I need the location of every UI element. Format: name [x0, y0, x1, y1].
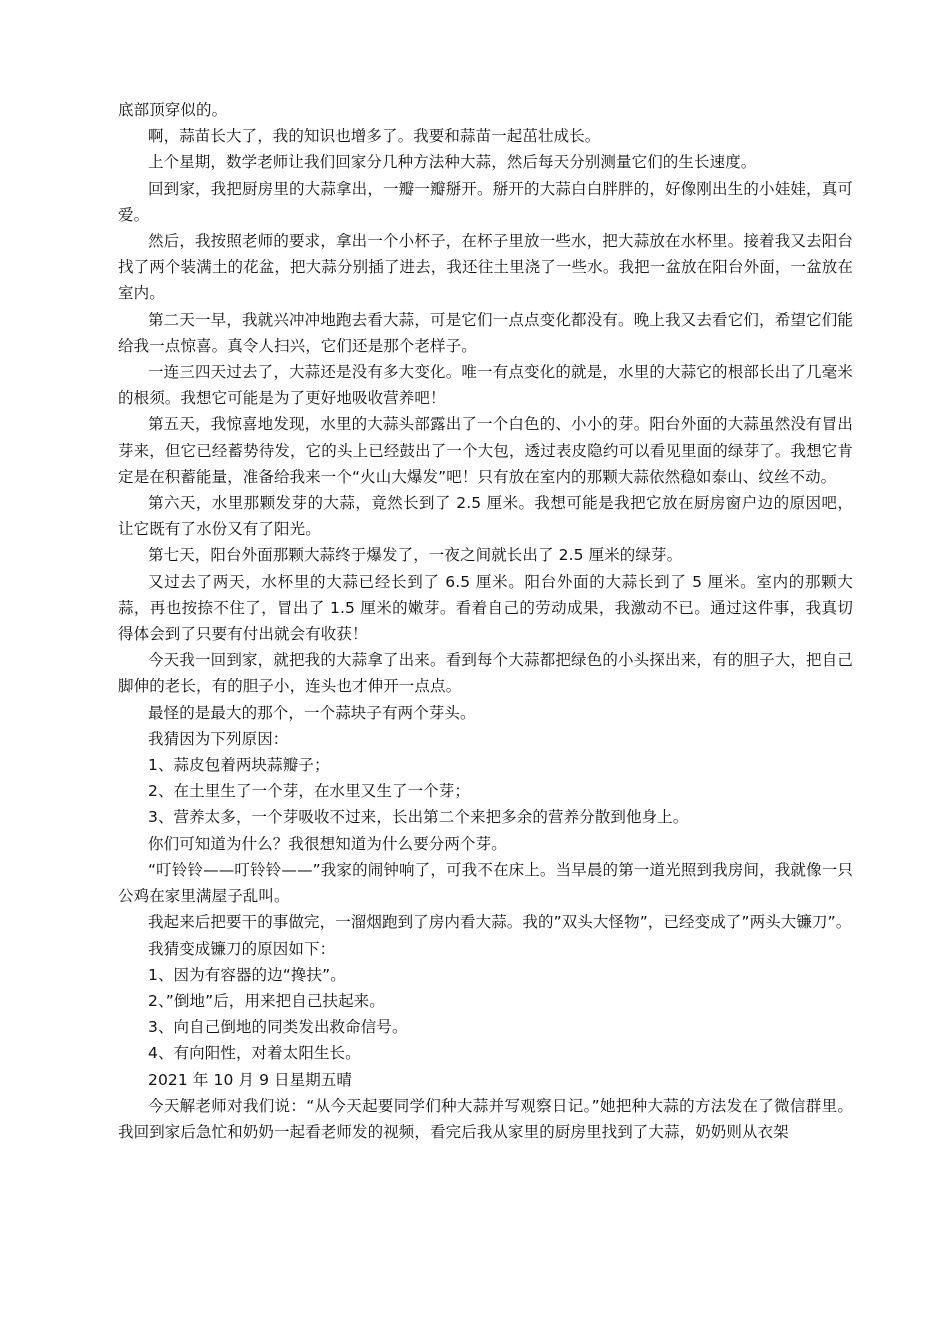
paragraph: 我猜因为下列原因：	[148, 729, 289, 748]
paragraph: 啊，蒜苗长大了，我的知识也增多了。我要和蒜苗一起茁壮成长。	[148, 127, 601, 146]
paragraph: 2021 年 10 月 9 日星期五晴	[148, 1070, 353, 1089]
paragraph: 回到家，我把厨房里的大蒜拿出，一瓣一瓣掰开。掰开的大蒜白白胖胖的，好像刚出生的小娃娃，真可爱。	[118, 179, 853, 224]
paragraph: 底部顶穿似的。	[118, 101, 228, 119]
paragraph: 我猜变成镰刀的原因如下：	[148, 939, 336, 958]
paragraph: 第五天，我惊喜地发现，水里的大蒜头部露出了一个白色的、小小的芽。阳台外面的大蒜虽然没有冒出芽来，但它已经蓄势待发，它的头上已经鼓出了一个大包，透过表皮隐约可以看见里面的绿芽了。我想它肯定是在积蓄能量，准备给我来一个“火山大爆发”吧！只有放在室内的那颗大蒜依然稳如泰山、纹丝不动。	[118, 415, 853, 486]
paragraph: 4、有向阳性，对着太阳生长。	[148, 1044, 361, 1063]
paragraph: 然后，我按照老师的要求，拿出一个小杯子，在杯子里放一些水，把大蒜放在水杯里。接着我又去阳台找了两个装满土的花盆，把大蒜分别插了进去，我还往土里浇了一些水。我把一盆放在阳台外面，一盆放在室内。	[118, 232, 853, 303]
paragraph: 今天解老师对我们说：“从今天起要同学们种大蒜并写观察日记。”她把种大蒜的方法发在了微信群里。我回到家后急忙和奶奶一起看老师发的视频，看完后我从家里的厨房里找到了大蒜，奶奶则从衣架	[118, 1096, 853, 1141]
paragraph: 2、”倒地”后，用来把自己扶起来。	[148, 991, 385, 1010]
paragraph: 上个星期，数学老师让我们回家分几种方法种大蒜，然后每天分别测量它们的生长速度。	[148, 153, 757, 172]
paragraph: 我起来后把要干的事做完，一溜烟跑到了房内看大蒜。我的”双头大怪物”，已经变成了”两头大镰刀”。	[148, 913, 852, 932]
paragraph: 今天我一回到家，就把我的大蒜拿了出来。看到每个大蒜都把绿色的小头探出来，有的胆子大，把自己脚伸的老长，有的胆子小，连头也才伸开一点点。	[118, 651, 853, 696]
paragraph: 第六天，水里那颗发芽的大蒜，竟然长到了 2.5 厘米。我想可能是我把它放在厨房窗户边的原因吧，让它既有了水份又有了阳光。	[118, 494, 853, 539]
paragraph: 第二天一早，我就兴冲冲地跑去看大蒜，可是它们一点点变化都没有。晚上我又去看它们，希望它们能给我一点惊喜。真令人扫兴，它们还是那个老样子。	[118, 310, 853, 355]
paragraph: 2、在土里生了一个芽，在水里又生了一个芽；	[148, 782, 470, 801]
paragraph: 1、因为有容器的边“搀扶”。	[148, 965, 346, 984]
paragraph: 最怪的是最大的那个，一个蒜块子有两个芽头。	[148, 703, 476, 722]
paragraph: 第七天，阳台外面那颗大蒜终于爆发了，一夜之间就长出了 2.5 厘米的绿芽。	[148, 546, 683, 565]
paragraph: “叮铃铃——叮铃铃——”我家的闹钟响了，可我不在床上。当早晨的第一道光照到我房间，我就像一只公鸡在家里满屋子乱叫。	[118, 860, 853, 906]
paragraph: 又过去了两天，水杯里的大蒜已经长到了 6.5 厘米。阳台外面的大蒜长到了 5 厘米。室内的那颗大蒜，再也按捺不住了，冒出了 1.5 厘米的嫩芽。看着自己的劳动成果，我激动不已。通过这件事，我真切得体会到了只要有付出就会有收获！	[118, 572, 853, 644]
document-body	[118, 97, 853, 1145]
paragraph: 你们可知道为什么？我很想知道为什么要分两个芽。	[148, 834, 507, 853]
paragraph: 一连三四天过去了，大蒜还是没有多大变化。唯一有点变化的就是，水里的大蒜它的根部长出了几毫米的根须。我想它可能是为了更好地吸收营养吧！	[118, 363, 853, 408]
paragraph: 3、营养太多，一个芽吸收不过来，长出第二个来把多余的营养分散到他身上。	[148, 808, 689, 827]
paragraph: 3、向自己倒地的同类发出救命信号。	[148, 1018, 408, 1037]
paragraph: 1、蒜皮包着两块蒜瓣子；	[148, 756, 330, 775]
